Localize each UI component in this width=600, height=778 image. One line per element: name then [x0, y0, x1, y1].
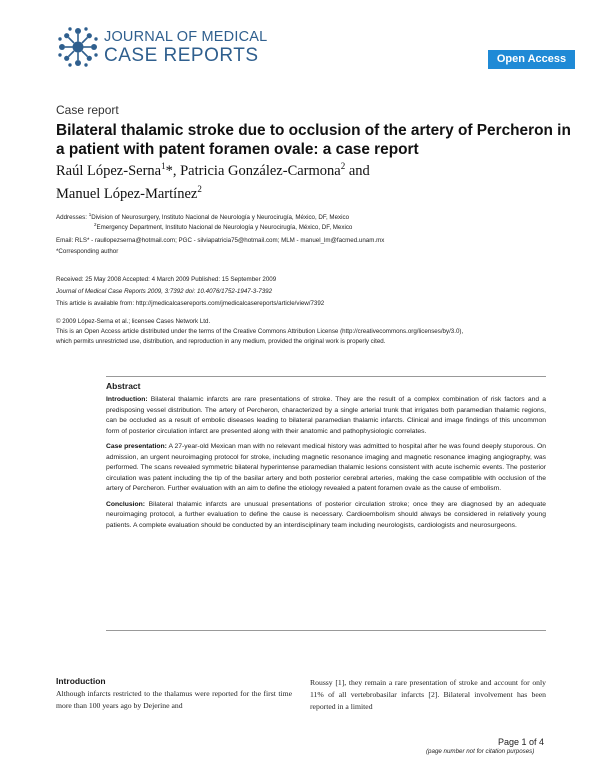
- address-line-2: [56, 220, 352, 233]
- introduction-heading: Introduction: [56, 676, 106, 686]
- addresses-label: Addresses:: [56, 214, 87, 222]
- section-text: Bilateral thalamic infarcts are rare presentations of stroke. They are the result of a complex combination of risk factors and a predisposing vessel distribution. The artery of Percheron, characterized by a single arterial trunk that irrigates both paramedian thalamic regions, can be occluded as a result of embolic diseases leading to bilateral paramedian thalamic infarcts. Clinical and image findings of this uncommon form of posterior circulation infarct are presented along with their anatomic and pathophysiologic correlates.: [106, 396, 546, 435]
- copyright-line: © 2009 López-Serna et al.; licensee Cases Network Ltd.: [56, 318, 211, 325]
- address-1: Division of Neurosurgery, Instituto Nacional de Neurología y Neurocirugía, México, DF, Mexico: [91, 214, 350, 222]
- author-affiliation: 2: [197, 183, 202, 194]
- email-line: Email: RLS* - raullopezserna@hotmail.com; PGC - silviapatricia75@hotmail.com; MLM - manuel_lm@facmed.unam.mx: [56, 237, 385, 244]
- journal-name-line2: CASE REPORTS: [104, 45, 259, 66]
- author-name: Manuel López-Martínez: [56, 185, 198, 202]
- journal-name-line1: JOURNAL OF MEDICAL: [104, 29, 268, 45]
- page-number: Page 1 of 4: [498, 737, 545, 747]
- section-text: A 27-year-old Mexican man with no relevant medical history was admitted to hospital after he was found deeply stuporous. On admission, an urgent neuroimaging protocol for stroke, including magnetic resonance imaging and magnetic resonance imaging angiography, was performed. The scans revealed symmetric bilateral hyperintense paramedian thalamic lesions consistent with acute ischemic events. The posterior circulation was patent including the tip of the basilar artery and both posterior cerebral arteries, making the case compatible with occlusion of the artery of Percheron. Further evaluation with an aim to define the etiology revealed a patent foramen ovale as the cause of embolism.: [106, 443, 546, 492]
- journal-emblem-icon: [56, 25, 100, 69]
- abstract-heading: Abstract: [106, 381, 141, 391]
- citation-line: Journal of Medical Case Reports 2009, 3:7392 doi: 10.4076/1752-1947-3-7392: [56, 288, 273, 295]
- license-line-1: This is an Open Access article distributed under the terms of the Creative Commons Attribution License (http://creativecommons.org/licenses/by/3.0),: [56, 328, 464, 335]
- availability-link[interactable]: This article is available from: http://jmedicalcasereports.com/jmedicalcasereports/article/view/7392: [56, 300, 325, 307]
- section-label: Conclusion:: [106, 500, 145, 508]
- author-name: Patricia González-Carmona: [180, 162, 341, 179]
- section-text: Bilateral thalamic infarcts are unusual presentations of posterior circulation stroke; once they are diagnosed by an adequate neuroimaging protocol, a further evaluation to define the cause is necessary. Cardioembolism should always be considered in relatively young patients. A complete evaluation should be conducted by an interdisciplinary team including neurologists, cardiologists and neurosurgeons.: [106, 500, 546, 529]
- abstract-conclusion: [106, 500, 546, 532]
- dates-line: Received: 25 May 2008 Accepted: 4 March 2009 Published: 15 September 2009: [56, 276, 277, 283]
- body-column-right: Roussy [1], they remain a rare presentation of stroke and account for only 11% of all vertebrobasilar infarcts [2]. Bilateral involvement has been reported in a limited: [310, 678, 546, 711]
- author-separator: *,: [165, 162, 181, 179]
- address-2: Emergency Department, Instituto Nacional de Neurología y Neurocirugía, México, DF, Mexico: [96, 224, 353, 232]
- author-separator: and: [345, 162, 370, 179]
- license-line-2: which permits unrestricted use, distribution, and reproduction in any medium, provided the original work is properly cited.: [56, 338, 386, 345]
- open-access-badge: Open Access: [488, 50, 575, 69]
- page-number-note: (page number not for citation purposes): [426, 748, 535, 755]
- address-sup: 1: [88, 212, 92, 217]
- journal-logo: [56, 25, 268, 73]
- section-label: Introduction:: [106, 396, 148, 403]
- corresponding-author: *Corresponding author: [56, 248, 119, 255]
- author-name: Raúl López-Serna: [56, 162, 162, 179]
- article-title: Bilateral thalamic stroke due to occlusion of the artery of Percheron in a patient with patent foramen ovale: a case report: [56, 122, 571, 158]
- abstract-introduction: [106, 395, 546, 437]
- author-list: [56, 157, 576, 203]
- body-column-left: Although infarcts restricted to the thalamus were reported for the first time more than 100 years ago by Dejerine and: [56, 689, 292, 710]
- abstract-case-presentation: [106, 442, 546, 495]
- author-affiliation: 2: [340, 161, 346, 171]
- article-type: Case report: [56, 103, 119, 117]
- abstract-box: [106, 376, 546, 631]
- address-sup: 2: [94, 222, 97, 227]
- author-affiliation: 1: [161, 161, 166, 171]
- section-label: Case presentation:: [106, 443, 167, 450]
